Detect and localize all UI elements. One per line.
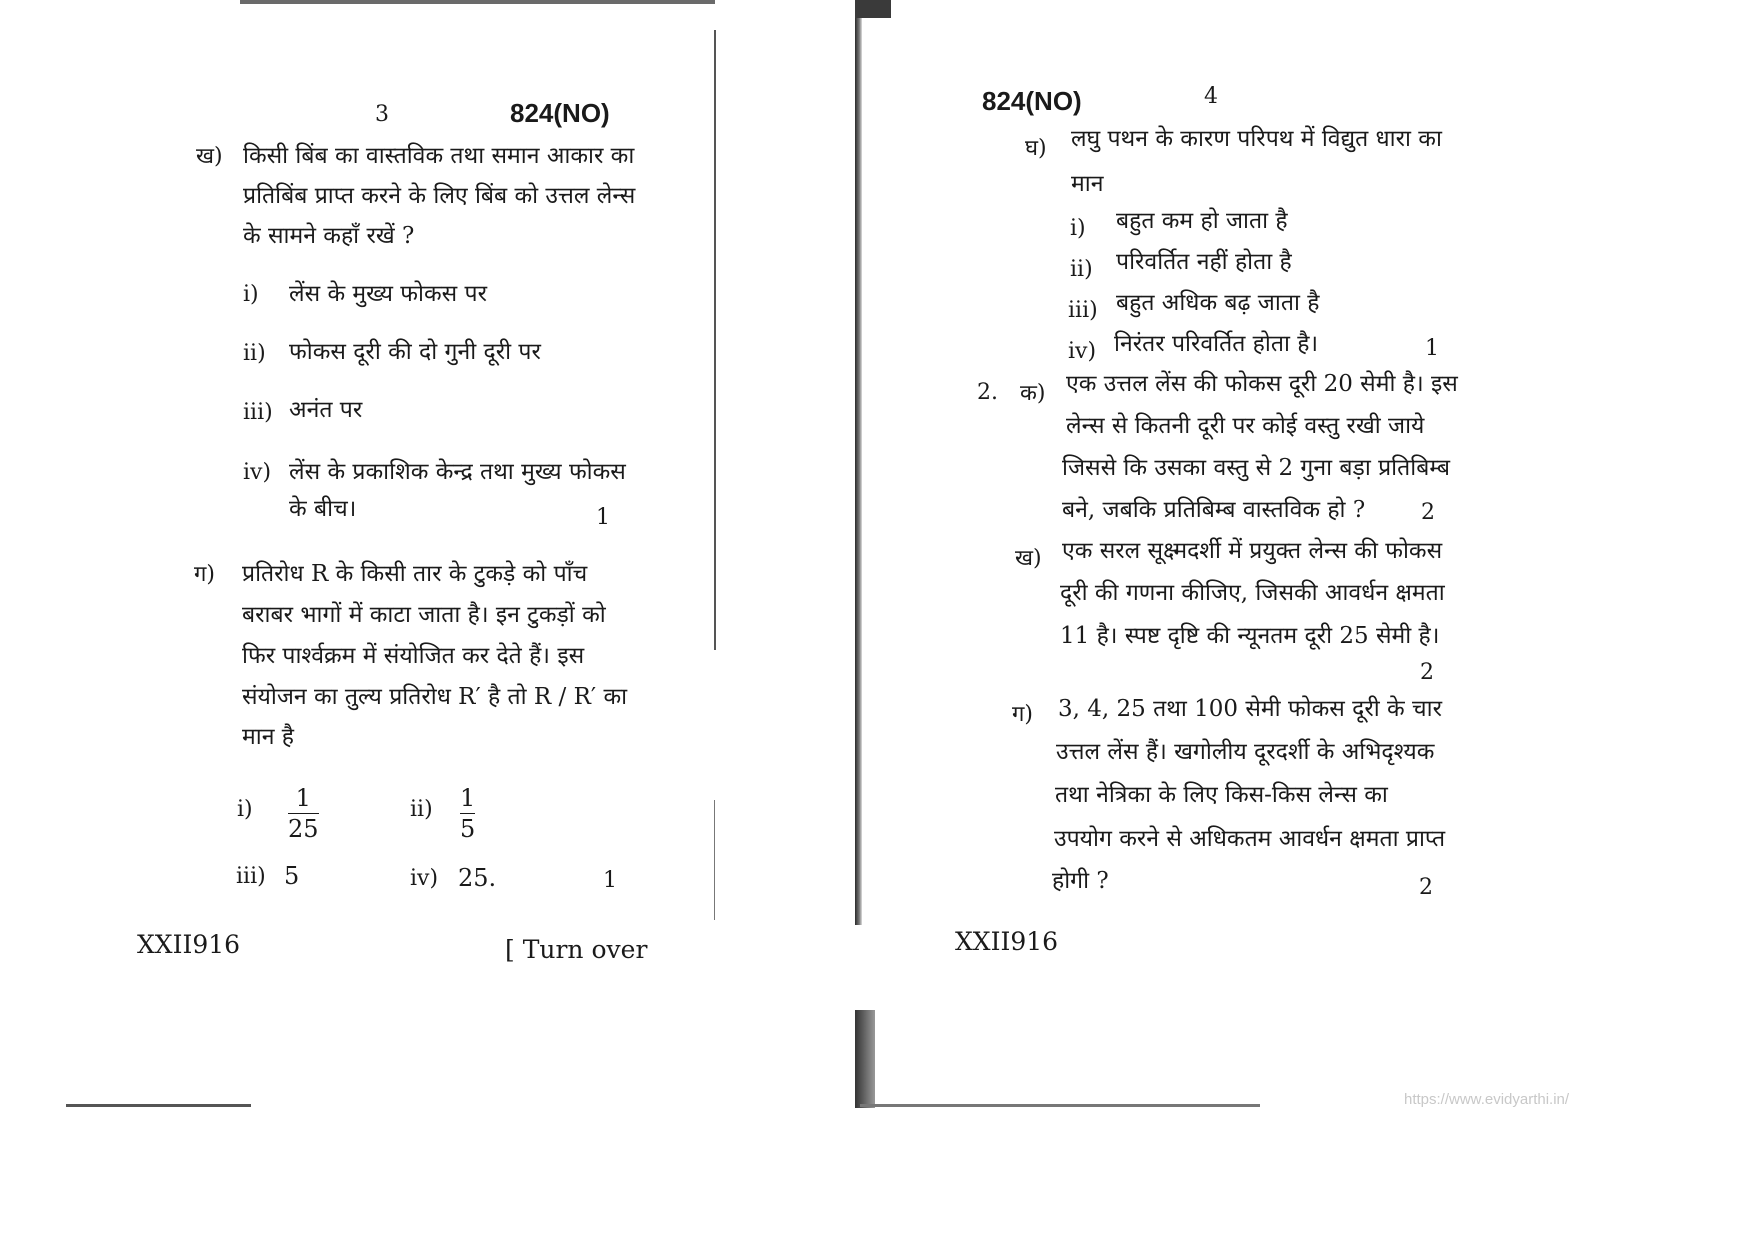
question-text-line: तथा नेत्रिका के लिए किस-किस लेन्स का [1055, 782, 1388, 808]
option-label: ii) [1070, 257, 1093, 282]
question-text-line: जिससे कि उसका वस्तु से 2 गुना बड़ा प्रतिबिम्ब [1062, 455, 1450, 481]
option-text-continued: के बीच। [289, 496, 357, 522]
question-text-line: एक उत्तल लेंस की फोकस दूरी 20 सेमी है। इस [1066, 371, 1458, 397]
question-text-line: मान [1071, 171, 1104, 197]
option-text: फोकस दूरी की दो गुनी दूरी पर [289, 339, 541, 365]
option-label: iii) [243, 400, 273, 425]
turn-over-note: [ Turn over [505, 935, 648, 964]
question-text-line: उपयोग करने से अधिकतम आवर्धन क्षमता प्राप्त [1054, 826, 1446, 852]
option-text: 25. [458, 864, 497, 892]
fraction-numerator: 1 [460, 784, 476, 812]
footer-code: XXII916 [955, 927, 1059, 956]
option-label: iii) [1068, 298, 1098, 323]
question-text-line: किसी बिंब का वास्तविक तथा समान आकार का [243, 143, 635, 169]
option-label: ii) [243, 341, 266, 366]
marks: 1 [603, 868, 617, 893]
option-label: iii) [236, 864, 266, 889]
question-text-line: एक सरल सूक्ष्मदर्शी में प्रयुक्त लेन्स की फोकस [1062, 538, 1443, 564]
option-text: बहुत अधिक बढ़ जाता है [1116, 290, 1320, 316]
question-text-line: दूरी की गणना कीजिए, जिसकी आवर्धन क्षमता [1060, 580, 1445, 606]
option-label: iv) [1068, 339, 1097, 364]
question-text-line: मान है [242, 724, 295, 750]
fraction-denominator: 5 [460, 815, 476, 843]
option-label: i) [1070, 216, 1086, 241]
question-label-ga: ग) [1012, 702, 1033, 727]
question-text-line: प्रतिबिंब प्राप्त करने के लिए बिंब को उत्तल लेन्स [243, 183, 636, 209]
question-label-kha: ख) [1015, 546, 1042, 571]
marks: 2 [1421, 500, 1435, 525]
question-text-line: संयोजन का तुल्य प्रतिरोध R′ है तो R / R′ का [242, 684, 628, 710]
option-text: लेंस के मुख्य फोकस पर [289, 281, 487, 307]
question-text-line: बने, जबकि प्रतिबिम्ब वास्तविक हो ? [1062, 497, 1366, 523]
question-text-line: लघु पथन के कारण परिपथ में विद्युत धारा का [1071, 126, 1442, 152]
question-text-line: फिर पार्श्वक्रम में संयोजित कर देते हैं। इस [242, 643, 585, 669]
question-label-ka: क) [1020, 381, 1046, 406]
question-text-line: होगी ? [1052, 868, 1109, 894]
option-text: परिवर्तित नहीं होता है [1116, 249, 1292, 275]
question-text-line: 3, 4, 25 तथा 100 सेमी फोकस दूरी के चार [1058, 696, 1442, 722]
option-label: i) [243, 282, 259, 307]
option-text: लेंस के प्रकाशिक केन्द्र तथा मुख्य फोकस [289, 459, 626, 485]
question-text-line: उत्तल लेंस हैं। खगोलीय दूरदर्शी के अभिदृश्यक [1056, 739, 1435, 765]
option-label: ii) [410, 797, 433, 822]
option-text: बहुत कम हो जाता है [1116, 208, 1288, 234]
fraction-denominator: 25 [288, 815, 319, 843]
footer-code: XXII916 [137, 930, 241, 959]
option-text: 5 [284, 862, 300, 890]
option-label: iv) [410, 866, 439, 891]
marks: 1 [596, 505, 610, 530]
question-text-line: प्रतिरोध R के किसी तार के टुकड़े को पाँच [242, 561, 588, 587]
question-label-ga: ग) [194, 562, 215, 587]
question-text-line: लेन्स से कितनी दूरी पर कोई वस्तु रखी जाये [1066, 413, 1425, 439]
option-label: iv) [243, 460, 272, 485]
question-label-gha: घ) [1025, 136, 1047, 161]
marks: 2 [1419, 875, 1433, 900]
question-text-line: 11 है। स्पष्ट दृष्टि की न्यूनतम दूरी 25 सेमी है। [1060, 623, 1440, 649]
question-text-line: बराबर भागों में काटा जाता है। इन टुकड़ों को [242, 602, 606, 628]
option-text: अनंत पर [289, 397, 363, 423]
question-number: 2. [977, 380, 998, 405]
marks: 2 [1420, 660, 1434, 685]
paper-code: 824(NO) [510, 98, 610, 128]
page-number: 4 [1204, 84, 1218, 109]
paper-code: 824(NO) [982, 86, 1082, 116]
page-number: 3 [375, 102, 389, 127]
fraction-numerator: 1 [295, 784, 311, 812]
option-label: i) [237, 797, 253, 822]
watermark-url: https://www.evidyarthi.in/ [1404, 1091, 1570, 1108]
option-text: निरंतर परिवर्तित होता है। [1114, 331, 1319, 357]
question-text-line: के सामने कहाँ रखें ? [243, 223, 415, 249]
marks: 1 [1425, 336, 1439, 361]
question-label-kha: ख) [196, 144, 223, 169]
